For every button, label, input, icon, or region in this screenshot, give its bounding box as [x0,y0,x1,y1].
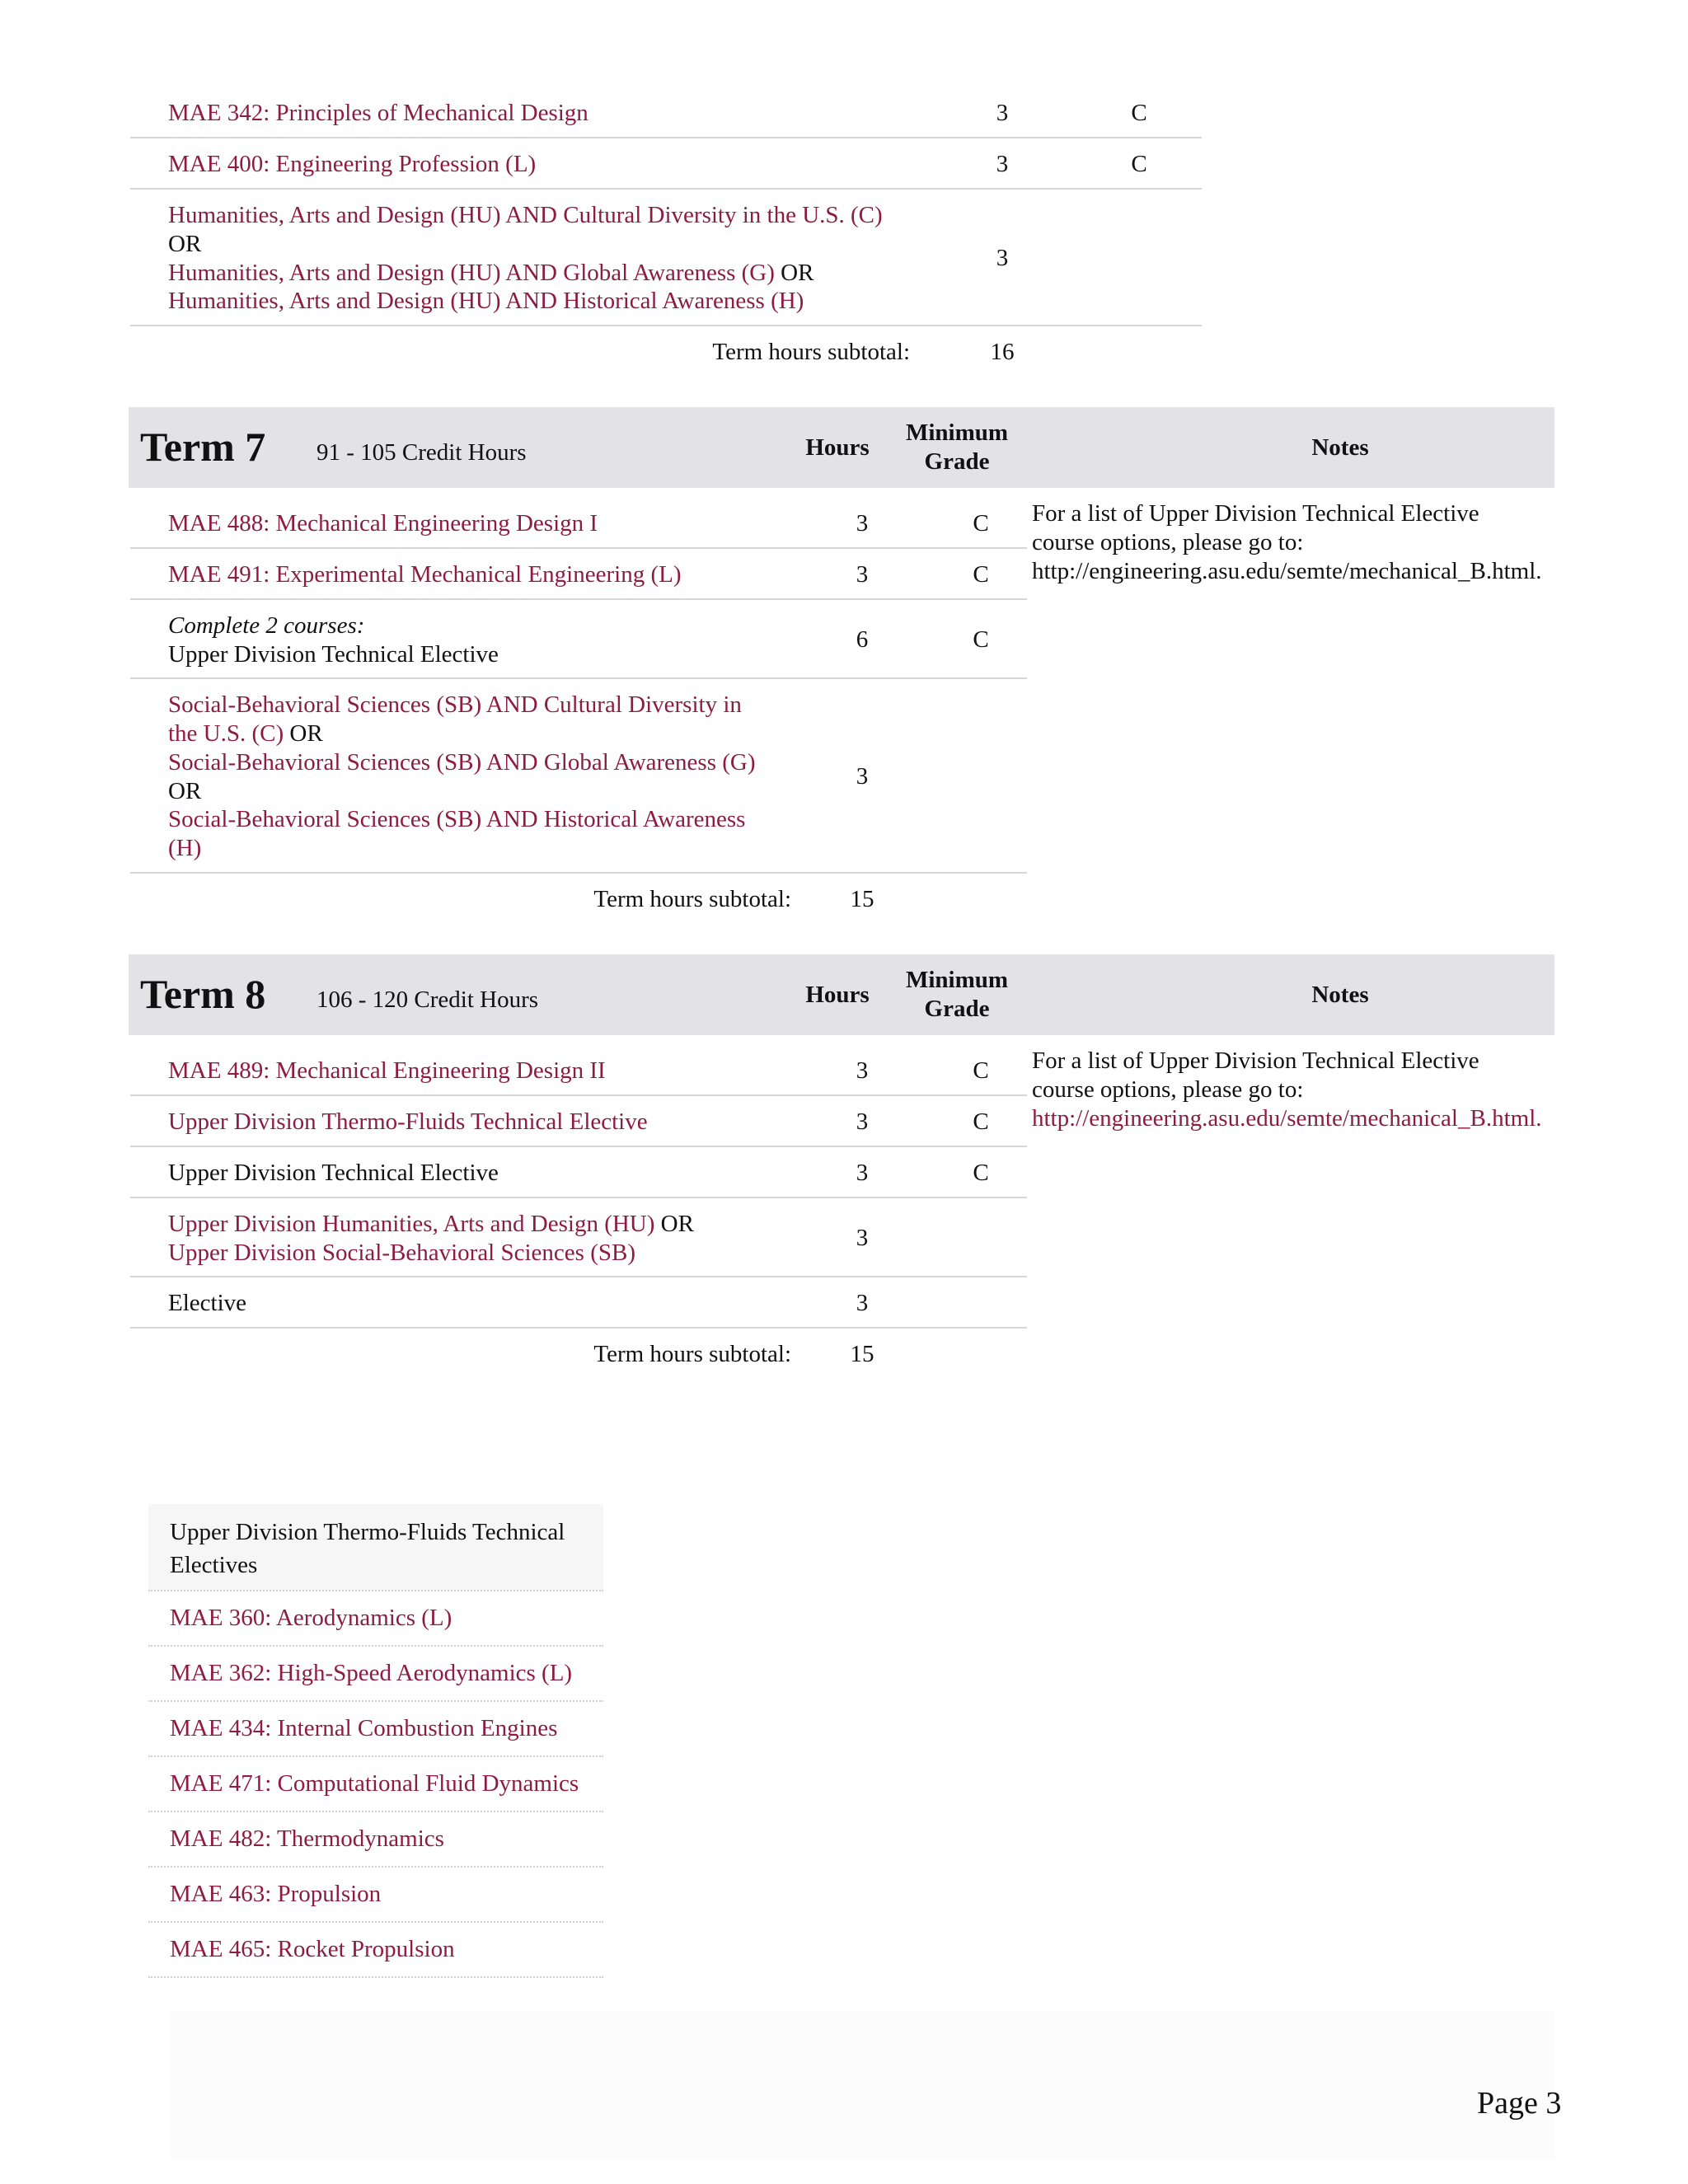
list-divider [148,1700,603,1702]
sb-c-line2 [168,719,323,748]
elective-link-mae362[interactable]: MAE 362: High-Speed Aerodynamics (L) [170,1660,573,1686]
notes-line: For a list of Upper Division Technical Elective [1032,500,1479,527]
course-link-sb-c-cont[interactable]: the U.S. (C) [168,720,284,747]
list-divider [148,1755,603,1757]
grade-column-header-line1: Minimum [905,967,1009,993]
row-divider [130,137,1202,138]
subtotal-value: 16 [990,339,1015,365]
course-link-hu-c[interactable]: Humanities, Arts and Design (HU) AND Cultural Diversity in the U.S. (C) [168,202,883,228]
course-link-thermo-fluids-elective[interactable]: Upper Division Thermo-Fluids Technical Elective [168,1108,648,1135]
term7-notes [1032,499,1559,586]
hours-cell: 3 [856,1108,869,1135]
course-link-ud-sb[interactable]: Upper Division Social-Behavioral Sciences (SB) [168,1240,635,1266]
hours-cell: 3 [996,245,1009,271]
or-text: OR [168,778,202,804]
grade-cell: C [973,626,989,653]
hours-column-header: Hours [805,982,870,1008]
hours-column-header: Hours [805,434,870,461]
row-divider [130,325,1202,326]
or-text: OR [168,231,202,257]
elective-text: Elective [168,1290,247,1316]
course-link-sb-h-cont[interactable]: (H) [168,835,202,861]
list-divider [148,1645,603,1647]
elective-link-mae482[interactable]: MAE 482: Thermodynamics [170,1825,444,1852]
subtotal-value: 15 [850,886,874,912]
grade-cell: C [973,561,989,588]
elective-link-mae360[interactable]: MAE 360: Aerodynamics (L) [170,1605,452,1631]
hours-cell: 3 [856,1225,869,1251]
course-link-hu-g[interactable]: Humanities, Arts and Design (HU) AND Global Awareness (G) [168,260,775,286]
hours-cell: 3 [856,561,869,588]
tech-elective-text: Upper Division Technical Elective [168,641,499,668]
row-divider [130,1094,1027,1096]
course-link-hu-h[interactable]: Humanities, Arts and Design (HU) AND Historical Awareness (H) [168,288,804,314]
term-title: Term 8 [140,971,266,1017]
notes-line: course options, please go to: [1032,529,1304,555]
faint-background-block [170,2011,1554,2159]
grade-cell: C [1131,100,1147,126]
notes-line: course options, please go to: [1032,1076,1304,1103]
list-divider [148,1976,603,1978]
hu-g-line [168,259,814,288]
hours-cell: 3 [856,1057,869,1084]
row-divider [130,188,1202,190]
list-divider [148,1590,603,1591]
term-header-bar [129,954,1554,1035]
notes-column-header: Notes [1311,982,1369,1008]
list-heading-line1: Upper Division Thermo-Fluids Technical [170,1519,565,1545]
grade-column-header-line1: Minimum [905,419,1009,446]
course-link-mae488[interactable]: MAE 488: Mechanical Engineering Design I [168,510,598,537]
list-header [148,1504,603,1590]
complete-courses-label: Complete 2 courses: [168,612,365,639]
grade-column-header-line2: Grade [924,996,990,1022]
elective-link-mae465[interactable]: MAE 465: Rocket Propulsion [170,1936,455,1962]
subtotal-value: 15 [850,1341,874,1367]
hours-cell: 3 [996,151,1009,177]
row-divider [130,547,1027,549]
course-link-mae400[interactable]: MAE 400: Engineering Profession (L) [168,151,537,177]
grade-cell: C [973,1057,989,1084]
term8-notes [1032,1047,1559,1133]
course-link-sb-h[interactable]: Social-Behavioral Sciences (SB) AND Historical Awareness [168,806,746,832]
row-divider [130,1276,1027,1277]
elective-link-mae463[interactable]: MAE 463: Propulsion [170,1881,382,1907]
course-link-sb-g[interactable]: Social-Behavioral Sciences (SB) AND Global Awareness (G) [168,749,756,776]
list-divider [148,1921,603,1923]
grade-cell: C [1131,151,1147,177]
or-text: OR [289,720,323,747]
grade-cell: C [973,510,989,537]
grade-cell: C [973,1160,989,1186]
notes-column-header: Notes [1311,434,1369,461]
list-divider [148,1811,603,1812]
term-title: Term 7 [140,424,266,470]
list-heading-line2: Electives [170,1552,258,1578]
row-divider [130,1146,1027,1147]
grade-column-header-line2: Grade [924,448,990,475]
hu-sb-line1 [168,1210,694,1239]
or-text: OR [660,1211,694,1237]
tech-elective-text: Upper Division Technical Elective [168,1160,499,1186]
term-credit-hours: 91 - 105 Credit Hours [316,439,527,466]
page-number: Page 3 [1477,2086,1562,2121]
elective-link-mae434[interactable]: MAE 434: Internal Combustion Engines [170,1715,558,1741]
or-text: OR [781,260,814,286]
term-credit-hours: 106 - 120 Credit Hours [316,987,539,1013]
subtotal-label: Term hours subtotal: [712,339,910,365]
course-link-mae489[interactable]: MAE 489: Mechanical Engineering Design II [168,1057,606,1084]
subtotal-label: Term hours subtotal: [593,1341,791,1367]
course-link-mae342[interactable]: MAE 342: Principles of Mechanical Design [168,100,588,126]
course-link-sb-c[interactable]: Social-Behavioral Sciences (SB) AND Cultural Diversity in [168,691,742,718]
grade-cell: C [973,1108,989,1135]
list-divider [148,1866,603,1868]
course-link-ud-hu[interactable]: Upper Division Humanities, Arts and Design (HU) [168,1211,655,1237]
notes-url-text: http://engineering.asu.edu/semte/mechanical_B.html. [1032,558,1542,584]
row-divider [130,872,1027,874]
term-header-bar [129,407,1554,488]
course-link-mae491[interactable]: MAE 491: Experimental Mechanical Engineering (L) [168,561,682,588]
row-divider [130,1197,1027,1198]
row-divider [130,677,1027,679]
notes-line: For a list of Upper Division Technical Elective [1032,1047,1479,1074]
hours-cell: 3 [856,1160,869,1186]
hours-cell: 3 [996,100,1009,126]
hours-cell: 3 [856,763,869,790]
hours-cell: 3 [856,1290,869,1316]
elective-link-mae471[interactable]: MAE 471: Computational Fluid Dynamics [170,1770,579,1797]
notes-url-link[interactable]: http://engineering.asu.edu/semte/mechanical_B.html. [1032,1105,1542,1132]
hours-cell: 3 [856,510,869,537]
row-divider [130,598,1027,600]
row-divider [130,1327,1027,1329]
subtotal-label: Term hours subtotal: [593,886,791,912]
hours-cell: 6 [856,626,869,653]
